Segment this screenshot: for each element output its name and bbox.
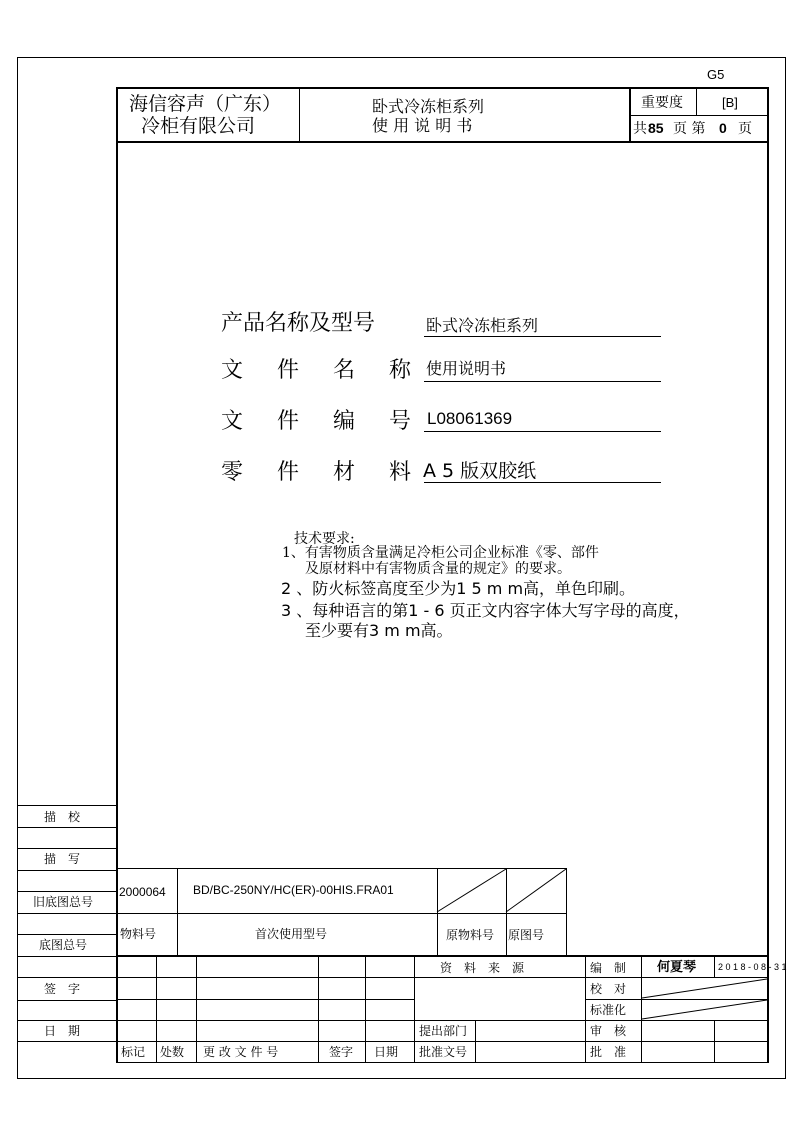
- material-number-value: 2000064: [119, 885, 166, 899]
- product-underline-model: [424, 336, 661, 337]
- tb-col-4: [365, 956, 366, 1062]
- product-underline-docnumber: [424, 431, 661, 432]
- first-model-label: 首次使用型号: [255, 927, 328, 941]
- tb-row-3: [117, 1020, 769, 1021]
- proposer-dept-label: 提出部门: [419, 1024, 468, 1038]
- requirements-title: 技术要求:: [294, 531, 355, 547]
- sheet-code: G5: [707, 67, 725, 82]
- compiler-name: 何夏琴: [657, 960, 697, 975]
- material-v3: [506, 868, 507, 956]
- left-line-l: [17, 1041, 117, 1042]
- requirements-item3-line2: 至少要有3 m m高。: [305, 621, 453, 640]
- tb-row-2b: [585, 999, 769, 1000]
- product-value-model: 卧式冷冻柜系列: [426, 316, 539, 335]
- pages-mid-label: 页 第: [673, 121, 706, 137]
- product-label-docnumber: 文 件 编 号: [221, 409, 418, 434]
- material-v4: [566, 868, 567, 956]
- tb-col-8: [641, 956, 642, 1062]
- tb-row-4: [117, 1041, 769, 1042]
- left-line-j: [17, 1000, 117, 1001]
- header-bottom-line: [116, 141, 769, 143]
- inner-border-top: [116, 87, 769, 89]
- outer-border-right: [785, 57, 786, 1079]
- left-line-a: [17, 805, 117, 806]
- left-line-c: [17, 848, 117, 849]
- left-trace-write: 描 写: [44, 852, 81, 866]
- pages-prefix: 共: [633, 121, 647, 137]
- product-value-filename: 使用说明书: [426, 359, 507, 378]
- total-pages: 85: [648, 120, 664, 136]
- product-label-material: 零 件 材 料: [221, 460, 418, 485]
- first-model-value: BD/BC-250NY/HC(ER)-00HIS.FRA01: [193, 883, 394, 897]
- left-line-i: [17, 977, 117, 978]
- tb-col-6: [475, 1020, 476, 1062]
- requirements-item1-line2: 及原材料中有害物质含量的规定》的要求。: [305, 561, 571, 577]
- material-v1: [177, 868, 178, 956]
- material-bottom-line: [117, 955, 769, 957]
- tb-col-7: [585, 956, 586, 1062]
- left-line-b: [17, 827, 117, 828]
- review-label: 审 核: [590, 1024, 627, 1038]
- left-line-k: [17, 1020, 117, 1021]
- material-top-line: [117, 868, 567, 869]
- importance-label: 重要度: [641, 95, 683, 111]
- requirements-item2: 2 、防火标签高度至少为1 5 m m高，单色印刷。: [281, 579, 636, 598]
- col-date-label: 日期: [374, 1045, 399, 1059]
- orig-material-label: 原物料号: [446, 928, 495, 942]
- doc-title-line1: 卧式冷冻柜系列: [372, 97, 485, 116]
- company-name-line2: 冷柜有限公司: [141, 115, 256, 137]
- left-base-total: 底图总号: [39, 938, 88, 952]
- left-line-h: [17, 956, 117, 957]
- requirements-item3-line1: 3 、每种语言的第1 - 6 页正文内容字体大写字母的高度，: [281, 601, 690, 620]
- inner-border-bottom: [116, 1062, 769, 1063]
- tb-col-1: [156, 956, 157, 1062]
- pages-end-label: 页: [738, 121, 752, 137]
- source-label: 资 料 来 源: [440, 961, 525, 975]
- compile-label: 编 制: [590, 961, 627, 975]
- product-underline-filename: [424, 381, 661, 382]
- tb-col-9: [714, 956, 715, 977]
- material-mid-line: [117, 913, 567, 914]
- col-change-doc-label: 更 改 文 件 号: [203, 1045, 279, 1059]
- requirements-item1-line1: 1、有害物质含量满足冷柜公司企业标准《零、部件: [282, 545, 599, 561]
- tb-row-2: [117, 999, 414, 1000]
- header-divider-3: [696, 87, 697, 115]
- left-date: 日 期: [44, 1024, 81, 1038]
- tb-col-2: [196, 956, 197, 1062]
- product-label-filename: 文 件 名 称: [221, 358, 418, 383]
- importance-value: [B]: [722, 95, 738, 110]
- left-line-d: [17, 870, 117, 871]
- outer-border-left: [17, 57, 18, 1079]
- tb-col-5: [414, 956, 415, 1062]
- col-count-label: 处数: [160, 1045, 185, 1059]
- outer-border-bottom: [17, 1078, 786, 1079]
- left-line-g: [17, 934, 117, 935]
- col-sign-label: 签字: [329, 1045, 354, 1059]
- left-signature: 签 字: [44, 982, 81, 996]
- left-line-f: [17, 913, 117, 914]
- approve-label: 批 准: [590, 1045, 627, 1059]
- standardize-label: 标准化: [590, 1003, 627, 1017]
- outer-border-top: [17, 57, 786, 58]
- col-mark-label: 标记: [121, 1045, 146, 1059]
- inner-border-right: [767, 87, 769, 1063]
- inner-border-left: [116, 87, 118, 1063]
- left-trace-check: 描 校: [44, 810, 81, 824]
- page-number: 0: [719, 120, 727, 136]
- proofread-label: 校 对: [590, 982, 627, 996]
- header-mid-line: [630, 115, 769, 116]
- compile-date: 2 0 1 8 - 0 8 - 3 1: [718, 962, 787, 972]
- product-value-docnumber: L08061369: [427, 409, 513, 428]
- material-v2: [437, 868, 438, 956]
- left-line-e: [17, 891, 117, 892]
- product-underline-material: [424, 482, 661, 483]
- doc-title-line2: 使 用 说 明 书: [372, 116, 473, 135]
- left-old-base-total: 旧底图总号: [33, 895, 94, 909]
- material-number-label: 物料号: [120, 927, 157, 941]
- tb-col-3: [318, 956, 319, 1062]
- tb-row-1: [117, 977, 769, 978]
- orig-drawing-label: 原图号: [508, 928, 545, 942]
- company-name-line1: 海信容声（广东）: [129, 93, 282, 115]
- header-divider-1: [299, 87, 300, 142]
- approval-doc-label: 批准文号: [419, 1045, 468, 1059]
- product-label-model: 产品名称及型号: [221, 311, 376, 336]
- tb-col-9b: [714, 1020, 715, 1062]
- product-value-material: A 5 版双胶纸: [423, 460, 537, 482]
